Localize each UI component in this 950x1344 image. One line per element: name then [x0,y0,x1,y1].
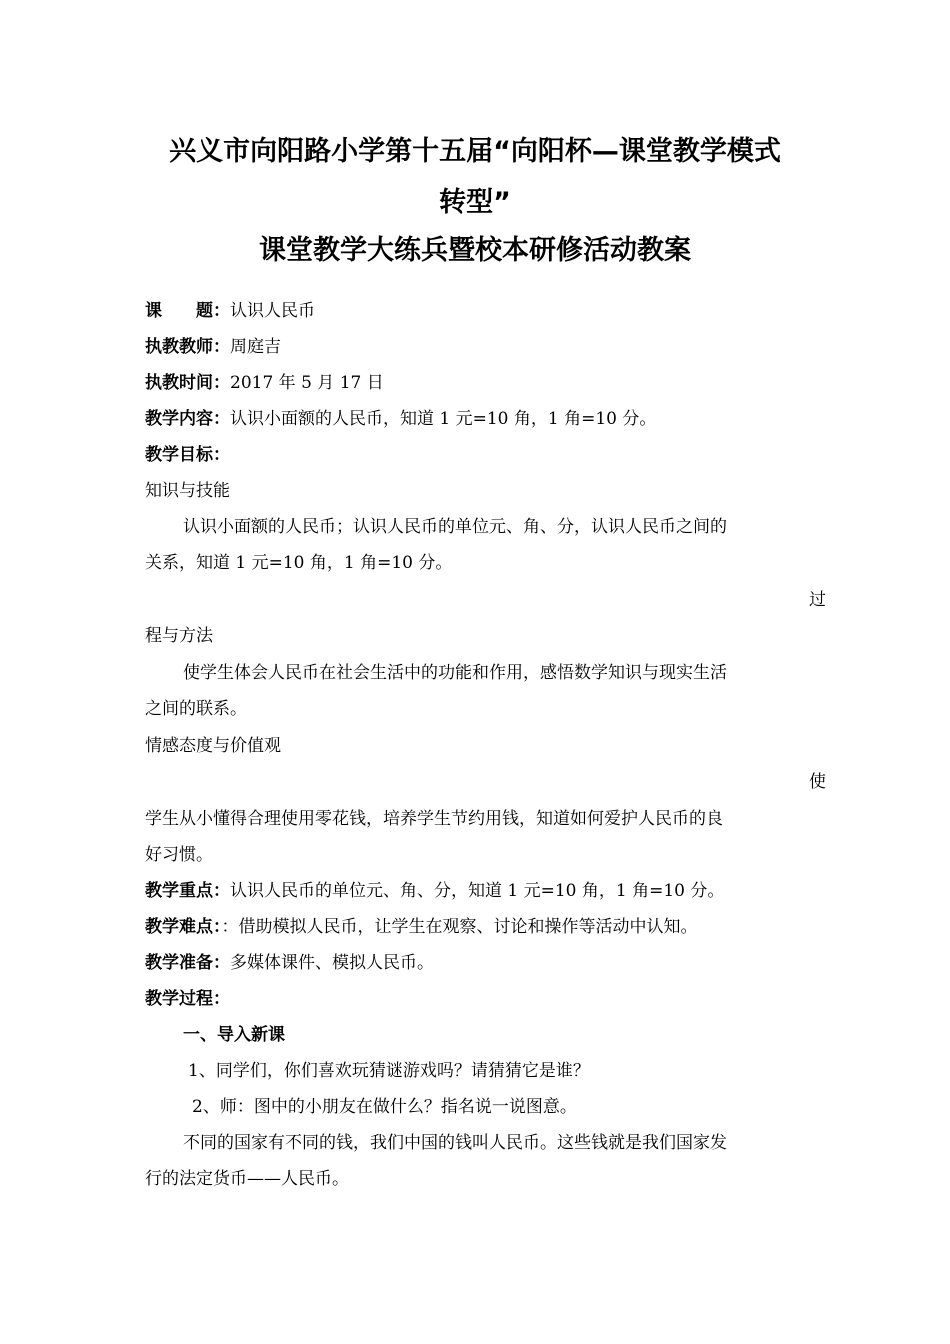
goals-row [145,447,230,464]
content-row [145,411,656,428]
prep-row [145,955,434,972]
difficulty-label: 教学难点： [145,917,222,937]
section-1-heading: 一、导入新课 [183,1025,285,1045]
content-value: 认识小面额的人民币，知道 1 元=10 角，1 角=10 分。 [230,409,657,429]
topic-label: 课 题： [145,301,230,321]
focus-row [145,883,724,900]
process-heading-start: 过 [809,590,826,610]
step-1: 1、同学们，你们喜欢玩猜谜游戏吗？请猜猜它是谁？ [188,1061,590,1081]
title-line-3: 课堂教学大练兵暨校本研修活动教案 [259,235,691,266]
emotion-line-2: 好习惯。 [145,845,213,865]
emotion-line-1: 学生从小懂得合理使用零花钱，培养学生节约用钱，知道如何爱护人民币的良 [145,809,723,829]
focus-value: 认识人民币的单位元、角、分，知道 1 元=10 角，1 角=10 分。 [230,881,725,901]
prep-value: 多媒体课件、模拟人民币。 [230,953,434,973]
knowledge-line-1: 认识小面额的人民币；认识人民币的单位元、角、分，认识人民币之间的 [183,517,727,537]
topic-row [145,303,315,320]
emotion-line-start: 使 [809,772,826,792]
teacher-label: 执教教师： [145,337,230,357]
goals-label: 教学目标： [145,445,230,465]
process-heading: 程与方法 [145,626,213,646]
teacher-value: 周庭吉 [230,337,281,357]
step-2: 2、师：图中的小朋友在做什么？指名说一说图意。 [192,1097,577,1117]
process-row [145,991,230,1008]
process-line-1: 使学生体会人民币在社会生活中的功能和作用，感悟数学知识与现实生活 [183,663,727,683]
knowledge-line-2: 关系，知道 1 元=10 角，1 角=10 分。 [145,553,453,573]
date-value: 2017 年 5 月 17 日 [230,373,384,393]
process-label: 教学过程： [145,989,230,1009]
date-row [145,375,384,392]
focus-label: 教学重点： [145,881,230,901]
title-line-2: 转型” [439,187,511,218]
process-line-2: 之间的联系。 [145,699,247,719]
title-line-1: 兴义市向阳路小学第十五届“向阳杯—课堂教学模式 [169,136,781,167]
emotion-heading: 情感态度与价值观 [145,736,281,756]
paragraph-line-2: 行的法定货币——人民币。 [145,1169,349,1189]
date-label: 执教时间： [145,373,230,393]
paragraph-line-1: 不同的国家有不同的钱，我们中国的钱叫人民币。这些钱就是我们国家发 [183,1133,727,1153]
difficulty-row [145,919,698,936]
knowledge-heading: 知识与技能 [145,481,230,501]
difficulty-value: ：借助模拟人民币，让学生在观察、讨论和操作等活动中认知。 [221,917,698,937]
topic-value: 认识人民币 [230,301,315,321]
teacher-row [145,339,281,356]
prep-label: 教学准备： [145,953,230,973]
content-label: 教学内容： [145,409,230,429]
